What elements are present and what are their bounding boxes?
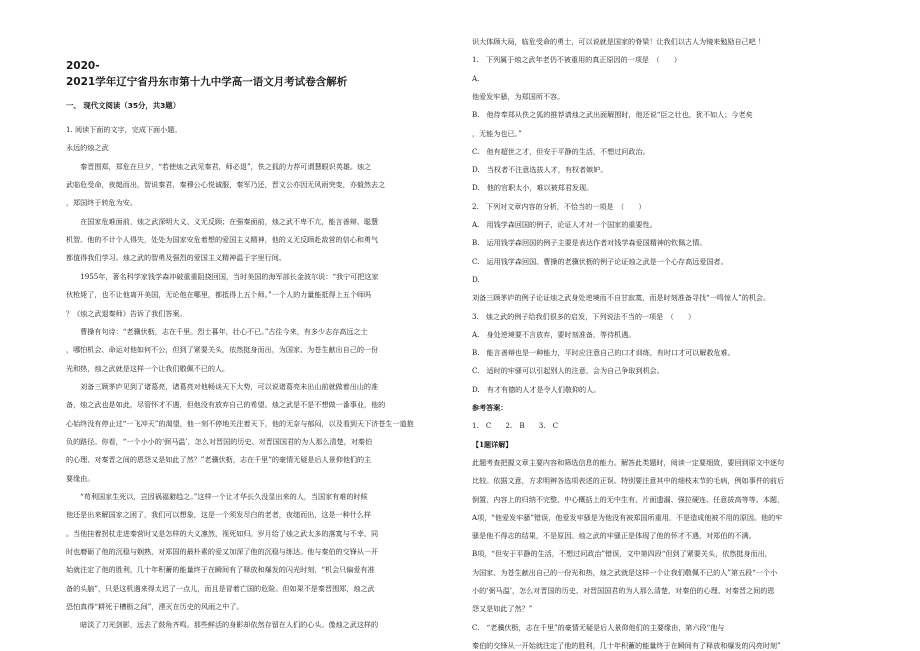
left-text-line: ，哪怕机会、命运对他如何不公，但到了紧要关头，依然挺身而出，为国家、为苍生献出自己的一份	[66, 345, 379, 355]
left-text-line: 在国家危难面前，烛之武深明大义、义无反顾；在强秦面前，烛之武不卑不亢，能言善辩、聪慧	[66, 216, 379, 226]
right-text-line: C. 运用钱学森回国、曹操的老骥伏枥的例子论证烛之武是一个心存高远爱国者。	[472, 256, 728, 266]
right-text-line: B. 能言善辩也是一种能力，平时应注意自己的口才训练，有时口才可以解救危难。	[472, 348, 735, 358]
doc-title-line2: 2021学年辽宁省丹东市第十九中学高一语文月考试卷含解析	[66, 76, 348, 88]
right-text-line: 倒置、内容上的归纳不完整、中心概括上的无中生有、片面遗漏、强拉硬连、任意拔高等等。本题，	[472, 494, 785, 504]
right-text-line: C. “老骥伏枥，志在千里”的豪情无疑是后人景仰他们的主要缘由，第六段“他与	[472, 622, 725, 632]
right-text-line: 此题考查把握文章主要内容和筛选信息的能力。解答此类题时，阅读一定要细致，要回到原文中逐句	[472, 457, 785, 467]
right-text-line: 小的‘弼马温’，怎么对晋国的历史、对晋国国君的为人那么清楚，对秦伯的心理、对秦晋之间的恩	[472, 586, 775, 595]
right-text-line: D. 当权者不注意选拔人才，有权者嫉妒。	[472, 165, 608, 175]
right-text-line: 秦伯的交锋从一开始就注定了他的胜利，几十年积蓄的能量终于在瞬间有了释放和爆发的闪亮时刻”	[472, 640, 781, 650]
left-text-line: ？《烛之武退秦师》告诉了我们答案。	[66, 308, 187, 318]
left-text-line: 时也磨砺了他的沉稳与娴熟，对郑国的最朴素的爱又加深了他的沉稳与练达。他与秦伯的交锋从一开	[66, 547, 379, 557]
left-text-line: 心始终没有停止过“一飞冲天”的渴望，他一刻不停地关注着天下，他的无奈与郁闷，以及看到天下济苍生一道抱	[66, 418, 414, 428]
left-text-line: 负的路径。你看，“一个小小的‘弼马温’，怎么对晋国的历史、对晋国国君的为人那么清楚，对秦伯	[66, 436, 373, 446]
right-text-line: A项，“他爱发牢骚”错误，他爱发牢骚是为他没有被郑国所重用，不是造成他被不用的原因。他的牢	[472, 512, 783, 522]
left-text-line: 1955年，著名科学家钱学森冲破重重阻挠回国，当时美国的海军部长金波尔说：“我宁可把这家	[66, 271, 379, 281]
left-text-line: 曹操有句诗：“老骥伏枥，志在千里。烈士暮年，壮心不已。”古往今来，有多少志存高远之士	[66, 326, 368, 336]
left-text-line: 暗淡了刀光剑影，远去了鼓角齐鸣。那些鲜活的身影却依然存留在人们的心头。像烛之武这样的	[66, 620, 379, 630]
section-heading: 一、 现代文阅读（35分，共3题）	[66, 101, 181, 110]
right-text-line: D.	[472, 274, 480, 284]
right-text-line: D. 他的官职太小，难以被郑君发现。	[472, 183, 594, 193]
left-text-line: ，郑国终于转危为安。	[66, 198, 137, 208]
right-text-line: A. 身处逆境要不言放弃，要时刻准备，等待机遇。	[472, 329, 636, 339]
right-text-line: C. 适时的牢骚可以引起别人的注意，会为自己争取到机会。	[472, 366, 664, 376]
right-text-line: 比较。依据文意，方求明辨各选项表述的正误。特别要注意其中的细枝末节的毛病，例如事件的前后	[472, 476, 785, 486]
right-text-line: 1. 下列属于烛之武年老仍不被重用的真正原因的一项是 （ ）	[472, 55, 681, 65]
left-text-line: 他还是出来解国家之困了，我们可以想象，这是一个须发尽白的老者，夜缒而出，这是一种什么样	[66, 510, 372, 520]
left-text-line: 刘备三顾茅庐见到了诸葛亮，诸葛亮对他畅谈天下大势，可以说诸葛亮未出山前就做着出山的准	[66, 381, 379, 391]
right-text-line: A. 用钱学森回国的例子，论证人才对一个国家的重要性。	[472, 220, 657, 229]
right-text-line: 2. 下列对文章内容的分析，不恰当的一项是 （ ）	[472, 201, 646, 211]
left-text-line: 的心理、对秦晋之间的恩怨又是如此了然？”老骥伏枥，志在千里”的豪情无疑是后人景仰他们的主	[66, 455, 372, 465]
right-text-line: 骚是他不得志的结果，不是原因。烛之武的牢骚正是体现了他的怀才不遇，对郑伯的不满。	[472, 531, 756, 541]
left-text-line: 1. 阅读下面的文字，完成下面小题。	[66, 125, 182, 134]
left-text-line: 。当他挂着拐杖走进秦营时又是怎样的大义凛然，视死如归。岁月给了烛之武太多的落寞与不幸，同	[66, 528, 379, 538]
right-text-line: 参考答案：	[472, 403, 508, 412]
right-text-line: C. 他有超世之才，但安于平静的生活，不想过问政治。	[472, 146, 650, 156]
right-text-line: 怨又是如此了然？”	[472, 604, 533, 614]
left-text-line: 光和热，烛之武就是这样一个让我们敬佩不已的人。	[66, 363, 230, 373]
left-text-line: 秦晋围郑，郑危在旦夕，“若使烛之武见秦君，师必退”，佚之狐的力荐可谓慧眼识英雄。烛之	[66, 161, 372, 171]
right-text-line: A.	[472, 73, 480, 83]
left-text-line: 备的头脑”，只是这机遇来得太迟了一点儿，而且是冒着亡国的危险。但如果不是秦晋围郑，烛之武	[66, 583, 375, 593]
right-text-line: 3. 烛之武的例子给我们很多的启发，下列说法不当的一项是 （ ）	[472, 311, 696, 321]
right-text-line: ，无能为也已。”	[472, 128, 522, 138]
left-text-line: 机智。他的不计个人得失，处处为国家安危着想的爱国主义精神，他的义无反顾赴敌营的信心和勇气	[66, 235, 379, 245]
right-text-line: B项，“但安于平静的生活，不想过问政治”错误，文中第四段“但到了紧要关头，依然挺身而出，	[472, 549, 772, 559]
right-text-line: 识大体顾大局，临危受命的勇士，可以说就是国家的脊梁！让我们以古人为镜来勉励自己吧 ！	[472, 37, 766, 46]
right-text-line: D. 有才有德的人才是令人们敬仰的人。	[472, 384, 601, 394]
right-text-line: 为国家、为苍生献出自己的一份光和热，烛之武就是这样一个让我们敬佩不已的人”第五段“一个小	[472, 567, 778, 577]
left-text-line: “苟利国家生死以，岂因祸福避趋之。”这样一个让才华长久没显出来的人，当国家有难的时候	[66, 492, 368, 501]
left-text-line: 永远的烛之武	[66, 143, 109, 153]
left-text-line: 恐怕真得“耕死于槽枥之间”，湮灭在历史的风雨之中了。	[66, 602, 244, 612]
left-text-line: 伙枪毙了，也不让他离开美国，无论他在哪里，都抵得上五个师。”一个人的力量能抵得上五个师吗	[66, 290, 372, 300]
left-text-line: 要缘由。	[66, 473, 95, 483]
left-text-line: 都值得我们学习。烛之武的智勇及强烈的爱国主义精神温于字里行间。	[66, 253, 286, 263]
right-text-line: 1. C 2. B 3. C	[472, 421, 559, 431]
left-text-line: 武临危受命，夜缒而出，智说秦君，秦穆公心悦诚服，秦军乃还，晋文公亦因无风雨突变，亦毅然去之	[66, 180, 386, 190]
right-text-line: B. 运用钱学森回国的例子主要是表达作者对钱学森爱国精神的钦佩之情。	[472, 238, 707, 248]
left-text-line: 始就注定了他的胜利，几十年积蓄的能量终于在瞬间有了释放和爆发的闪光时刻，“机会只偏爱有准	[66, 565, 375, 575]
left-text-line: 备，烛之武也是如此，尽管怀才不遇，但他没有放弃自己的希望。烛之武是不是不想做一番事业，他的	[66, 400, 386, 410]
right-text-line: B. 他侍奉郑从佚之狐的推荐请烛之武出面解围时，他还说“臣之壮也，犹不如人；今老矣	[472, 110, 753, 120]
right-text-line: 刘备三顾茅庐的例子论证烛之武身处逆境而不自甘寂寞，而是时刻准备寻找“一鸣惊人”的机会。	[472, 293, 771, 303]
doc-title-line1: 2020-	[66, 60, 100, 72]
right-text-line: 【1题详解】	[472, 439, 513, 449]
right-text-line: 他爱发牢骚，为郑国所不容。	[472, 91, 565, 101]
